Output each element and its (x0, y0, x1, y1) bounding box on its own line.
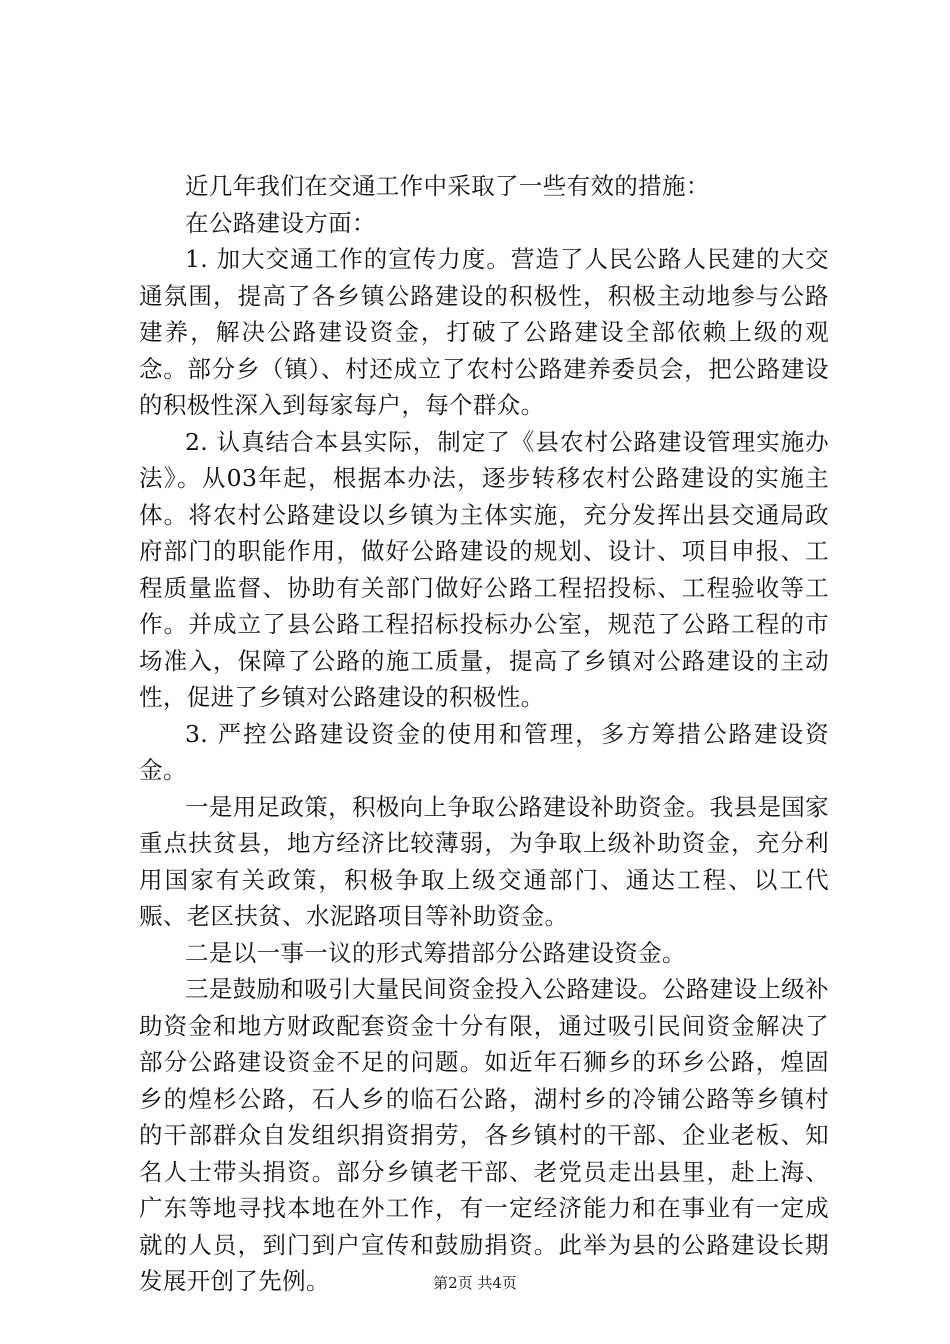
paragraph-sub-2: 二是以一事一议的形式筹措部分公路建设资金。 (185, 938, 686, 967)
paragraph-sub-1: 一是用足政策，积极向上争取公路建设补助资金。我县是国家重点扶贫县，地方经济比较薄弱，为争取上级补助资金，充分利用国家有关政策，积极争取上级交通部门、通达工程、以工代赈、老区扶贫、水泥路项目等补助资金。 (139, 792, 829, 930)
paragraph-item-3: 3. 严控公路建设资金的使用和管理，多方筹措公路建设资金。 (139, 719, 829, 784)
paragraph-item-1: 1. 加大交通工作的宣传力度。营造了人民公路人民建的大交通氛围，提高了各乡镇公路建设的积极性，积极主动地参与公路建养，解决公路建设资金，打破了公路建设全部依赖上级的观念。部分乡（镇）、村还成立了农村公路建养委员会，把公路建设的积极性深入到每家每户，每个群众。 (139, 245, 829, 419)
document-body (139, 168, 829, 1300)
paragraph-item-2: 2. 认真结合本县实际，制定了《县农村公路建设管理实施办法》。从03年起，根据本办法，逐步转移农村公路建设的实施主体。将农村公路建设以乡镇为主体实施，充分发挥出县交通局政府部门的职能作用，做好公路建设的规划、设计、项目申报、工程质量监督、协助有关部门做好公路工程招投标、工程验收等工作。并成立了县公路工程招标投标办公室，规范了公路工程的市场准入，保障了公路的施工质量，提高了乡镇对公路建设的主动性，促进了乡镇对公路建设的积极性。 (139, 427, 829, 711)
paragraph-sub-3: 三是鼓励和吸引大量民间资金投入公路建设。公路建设上级补助资金和地方财政配套资金十分有限，通过吸引民间资金解决了部分公路建设资金不足的问题。如近年石狮乡的环乡公路，煌固乡的煌杉公路，石人乡的临石公路，湖村乡的冷铺公路等乡镇村的干部群众自发组织捐资捐劳，各乡镇村的干部、企业老板、知名人士带头捐资。部分乡镇老干部、老党员走出县里，赴上海、广东等地寻找本地在外工作，有一定经济能力和在事业有一定成就的人员，到门到户宣传和鼓励捐资。此举为县的公路建设长期发展开创了先例。 (139, 975, 829, 1295)
paragraph-intro: 近几年我们在交通工作中采取了一些有效的措施： (185, 172, 710, 200)
page-number-footer: 第2页 共4页 (433, 1274, 517, 1292)
paragraph-section-heading: 在公路建设方面： (185, 208, 376, 237)
